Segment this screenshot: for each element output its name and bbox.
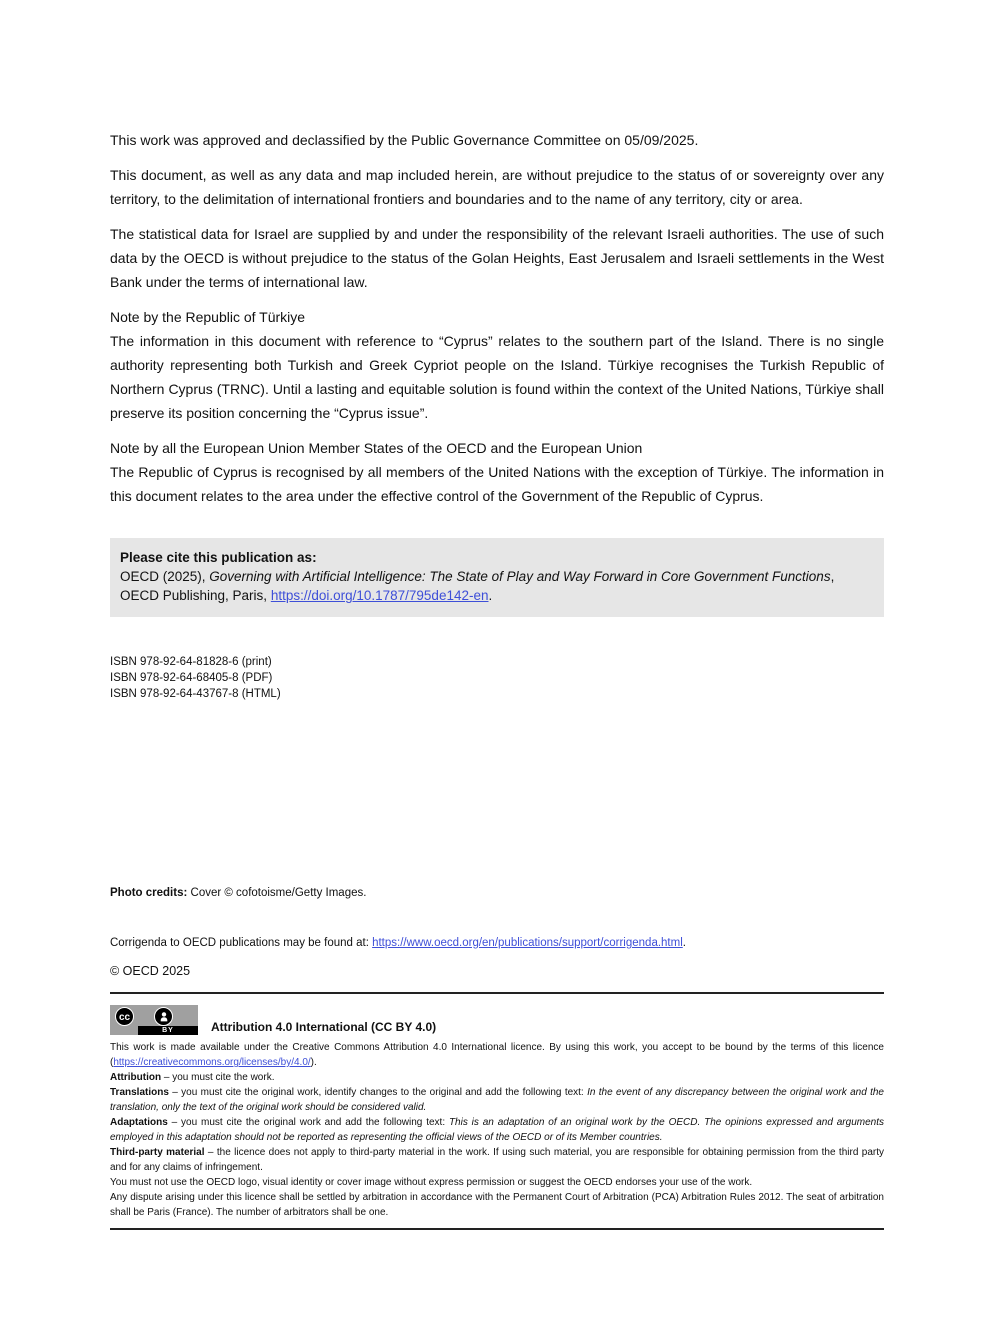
photo-credits — [110, 885, 884, 901]
license-intro-suffix: ). — [310, 1057, 317, 1068]
photo-credits-text: Cover © cofotoisme/Getty Images. — [187, 887, 367, 899]
isbn-pdf: ISBN 978-92-64-68405-8 (PDF) — [110, 672, 273, 684]
citation-middle: , OECD Publishing, Paris, — [120, 569, 835, 603]
license-logo-rule: You must not use the OECD logo, visual identity or cover image without express permission or suggest the OECD endorses your use of the work. — [110, 1177, 753, 1188]
attribution-text: – you must cite the work. — [161, 1072, 275, 1083]
citation-suffix: . — [488, 588, 493, 603]
citation-box — [110, 538, 884, 617]
cc-by-badge — [110, 1005, 198, 1035]
citation-text — [120, 567, 872, 605]
paragraph-israel-note: The statistical data for Israel are supplied by and under the responsibility of the relevant Israeli authorities. The use of such data by the OECD is without prejudice to the status of the Golan Heights, East Jerusalem and Israeli settlements in the West Bank under the terms of international law. — [110, 226, 884, 290]
translations-required-text: In the event of any discrepancy between the original work and the translation, only the text of the original work should be considered valid. — [110, 1087, 884, 1113]
corrigenda-suffix: . — [682, 937, 686, 949]
paragraph-approval: This work was approved and declassified by the Public Governance Committee on 05/09/2025. — [110, 132, 699, 148]
adaptations-label: Adaptations — [110, 1117, 168, 1128]
adaptations-text: – you must cite the original work and add the following text: — [167, 1117, 449, 1128]
turkiye-note-title: Note by the Republic of Türkiye — [110, 309, 306, 325]
divider-bottom — [110, 1228, 884, 1230]
license-intro-text: This work is made available under the Creative Commons Attribution 4.0 International licence. By using this work, you accept to be bound by the terms of this licence ( — [110, 1042, 884, 1068]
cc-icon: cc — [115, 1007, 134, 1026]
translations-label: Translations — [110, 1087, 169, 1098]
doi-link[interactable]: https://doi.org/10.1787/795de142-en — [270, 588, 489, 603]
license-attribution — [110, 1070, 884, 1085]
eu-note-title: Note by all the European Union Member States of the OECD and the European Union — [110, 440, 643, 456]
adaptations-required-text: This is an adaptation of an original work by the OECD. The opinions expressed and arguments employed in this adaptation should not be reported as representing the official views of the OECD or of its Member countries. — [110, 1117, 884, 1143]
citation-title: Governing with Artificial Intelligence: The State of Play and Way Forward in Core Government Functions — [209, 569, 831, 584]
attribution-person-icon — [154, 1007, 173, 1026]
thirdparty-text: – the licence does not apply to third-party material in the work. If using such material, you are responsible for obtaining permission from the third party and for any claims of infringement. — [110, 1147, 884, 1173]
citation-prefix: OECD (2025), — [120, 569, 210, 584]
license-intro — [110, 1040, 884, 1070]
turkiye-note-body: The information in this document with reference to “Cyprus” relates to the southern part of the Island. There is no single authority representing both Turkish and Greek Cypriot people on the Island. Türkiye recognises the Turkish Republic of Northern Cyprus (TRNC). Until a lasting and equitable solution is found within the context of the United Nations, Türkiye shall preserve its position concerning the “Cyprus issue”. — [110, 333, 884, 421]
isbn-block — [110, 654, 884, 702]
license-translations — [110, 1085, 884, 1115]
corrigenda-prefix: Corrigenda to OECD publications may be found at: — [110, 937, 373, 949]
translations-text: – you must cite the original work, identify changes to the original and add the following text: — [168, 1087, 588, 1098]
corrigenda-line — [110, 935, 884, 951]
attribution-label: Attribution — [110, 1072, 162, 1083]
cc-by-label: BY — [138, 1026, 198, 1035]
license-fine-print — [110, 1040, 884, 1220]
eu-note-body: The Republic of Cyprus is recognised by all members of the United Nations with the exception of Türkiye. The information in this document relates to the area under the effective control of the Government of the Republic of Cyprus. — [110, 464, 884, 504]
paragraph-territory-disclaimer: This document, as well as any data and map included herein, are without prejudice to the status of or sovereignty over any territory, to the delimitation of international frontiers and boundaries and to the name of any territory, city or area. — [110, 167, 884, 207]
license-title: Attribution 4.0 International (CC BY 4.0) — [211, 1020, 437, 1034]
citation-label: Please cite this publication as: — [120, 550, 317, 565]
isbn-print: ISBN 978-92-64-81828-6 (print) — [110, 656, 272, 668]
cc-license-link[interactable]: https://creativecommons.org/licenses/by/4.0/ — [113, 1057, 311, 1068]
isbn-html: ISBN 978-92-64-43767-8 (HTML) — [110, 688, 281, 700]
thirdparty-label: Third-party material — [110, 1147, 205, 1158]
license-dispute-rule: Any dispute arising under this licence shall be settled by arbitration in accordance with the Permanent Court of Arbitration (PCA) Arbitration Rules 2012. The seat of arbitration shall be Paris (France). The number of arbitrators shall be one. — [110, 1192, 884, 1218]
copyright-line: © OECD 2025 — [110, 963, 191, 978]
photo-credits-label: Photo credits: — [110, 887, 188, 899]
license-header — [110, 1005, 884, 1035]
license-adaptations — [110, 1115, 884, 1145]
corrigenda-link[interactable]: https://www.oecd.org/en/publications/support/corrigenda.html — [372, 937, 683, 949]
divider-top — [110, 992, 884, 994]
license-thirdparty — [110, 1145, 884, 1175]
